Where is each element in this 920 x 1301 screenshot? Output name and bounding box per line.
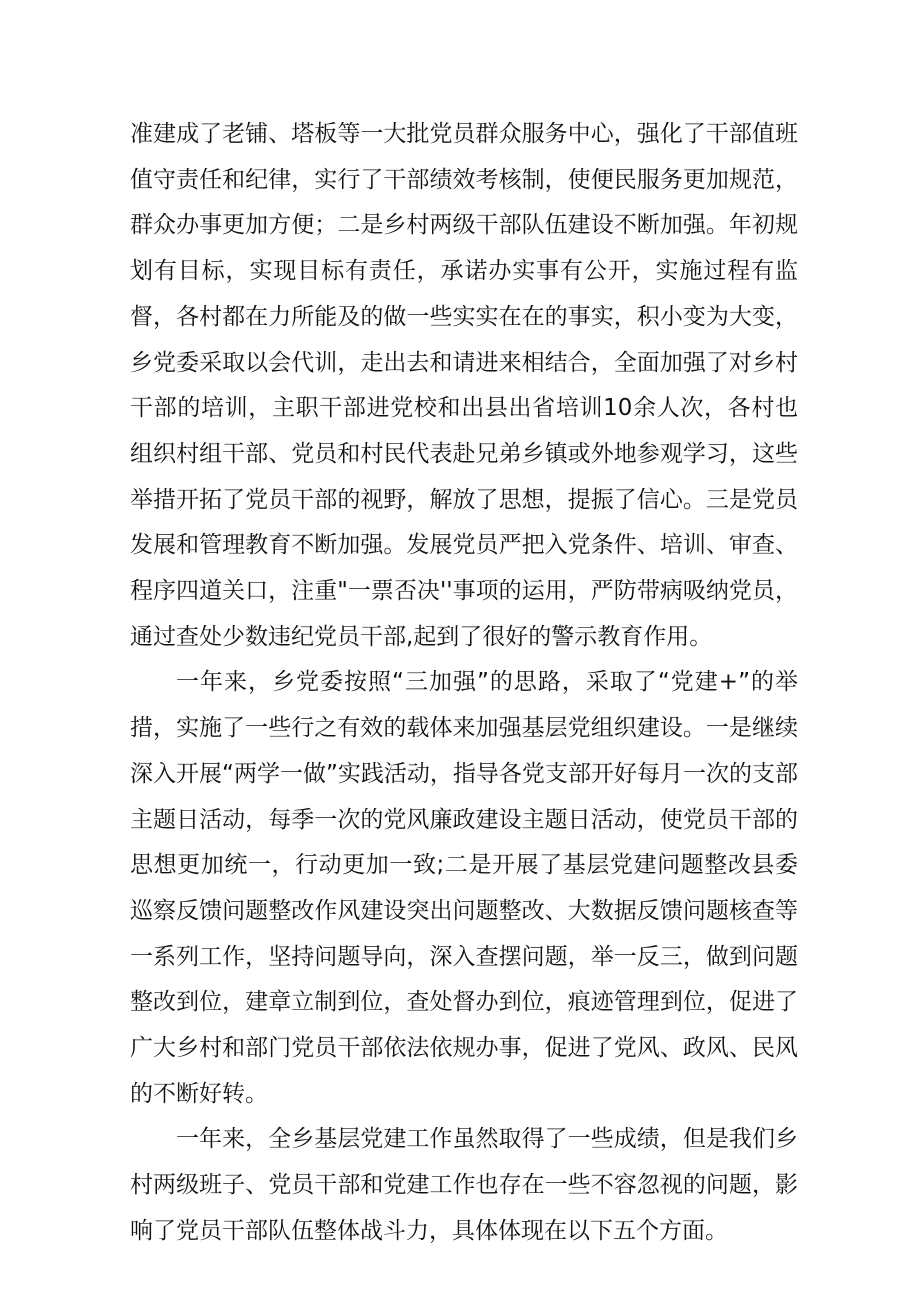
paragraph-continuation: 准建成了老铺、塔板等一大批党员群众服务中心，强化了干部值班值守责任和纪律，实行了干部绩效考核制，使便民服务更加规范，群众办事更加方便；二是乡村两级干部队伍建设不断加强。年初规划有目标，实现目标有责任，承诺办实事有公开，实施过程有监督，各村都在力所能及的做一些实实在在的事实，积小变为大变，乡党委采取以会代训，走出去和请进来相结合，全面加强了对乡村干部的培训，主职干部进党校和出县出省培训10余人次，各村也组织村组干部、党员和村民代表赴兄弟乡镇或外地参观学习，这些举措开拓了党员干部的视野，解放了思想，提振了信心。三是党员发展和管理教育不断加强。发展党员严把入党条件、培训、审查、程序四道关口，注重"一票否决''事项的运用，严防带病吸纳党员，通过查处少数违纪党员干部,起到了很好的警示教育作用。 — [130, 121, 798, 650]
document-body — [130, 112, 798, 1255]
paragraph-existing-problems: 一年来，全乡基层党建工作虽然取得了一些成绩，但是我们乡村两级班子、党员干部和党建工作也存在一些不容忽视的问题，影响了党员干部队伍整体战斗力，具体体现在以下五个方面。 — [130, 1126, 798, 1244]
paragraph-party-building-measures: 一年来，乡党委按照“三加强”的思路，采取了“党建+”的举措，实施了一些行之有效的载体来加强基层党组织建设。一是继续深入开展“两学一做”实践活动，指导各党支部开好每月一次的支部主题日活动，每季一次的党风廉政建设主题日活动，使党员干部的思想更加统一，行动更加一致;二是开展了基层党建问题整改县委巡察反馈问题整改作风建设突出问题整改、大数据反馈问题核查等一系列工作，坚持问题导向，深入查摆问题，举一反三，做到问题整改到位，建章立制到位，查处督办到位，痕迹管理到位，促进了广大乡村和部门党员干部依法依规办事，促进了党风、政风、民风的不断好转。 — [130, 669, 798, 1107]
